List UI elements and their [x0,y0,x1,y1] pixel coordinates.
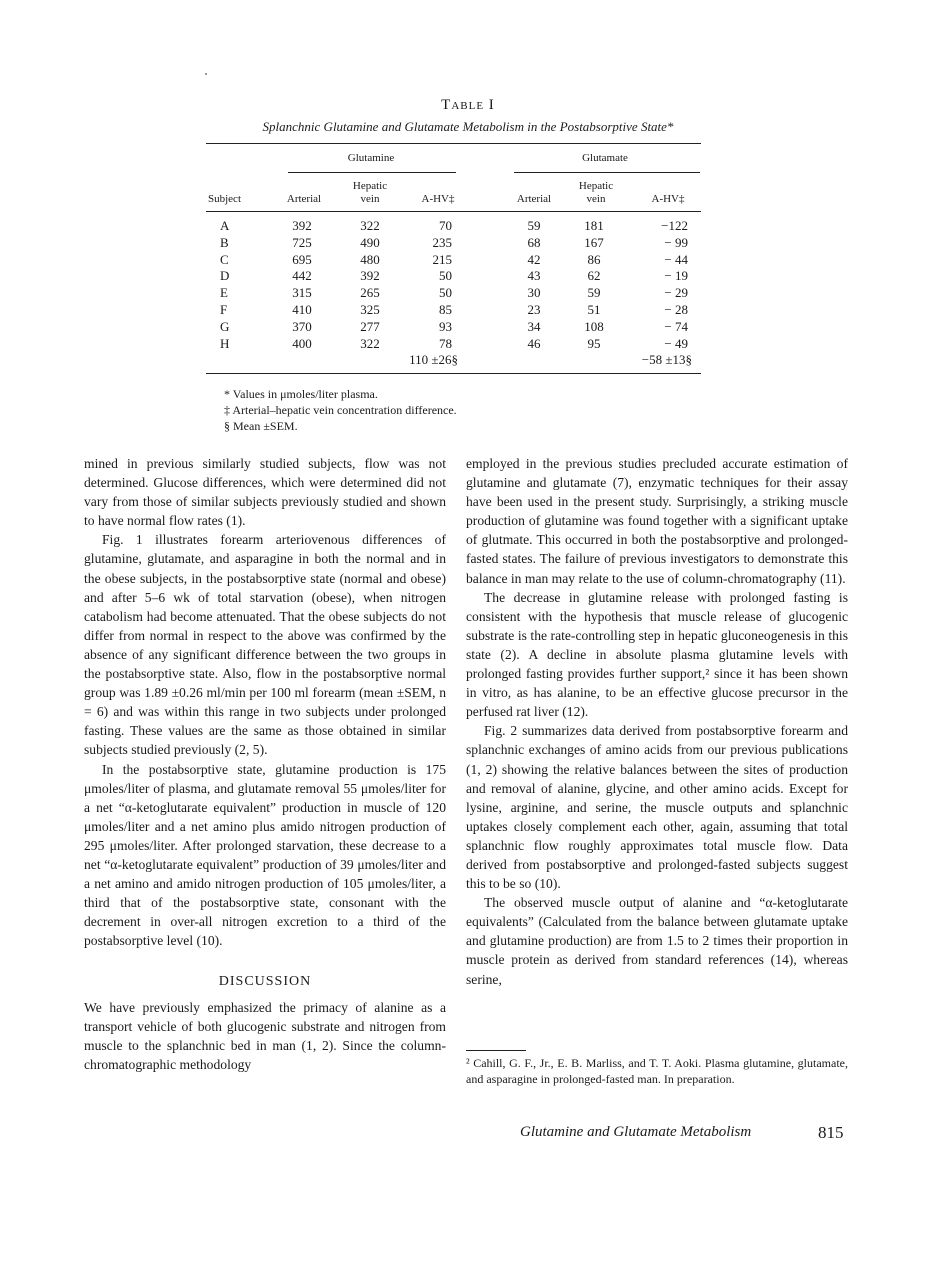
table-cell-gln-ahv: 93 [439,318,452,334]
table-cell-subject: B [220,234,229,250]
table-caption: Splanchnic Glutamine and Glutamate Metabolism in the Postabsorptive State* [262,119,674,134]
table-cell-gln-art: 725 [292,234,312,250]
table-cell-gln-hv: 392 [360,268,380,284]
table-cell-gln-art: 400 [292,335,312,351]
table-cell-gln-art: 695 [292,251,312,267]
header-gln-hepatic: Hepatic vein [352,180,388,205]
table-cell-gln-ahv: 215 [432,251,452,267]
paragraph: mined in previous similarly studied subjects, flow was not determined. Glucose differences, which were determined did not vary from those of similar subjects previously studied and shown to have normal flow rates (1). [84,456,446,529]
table-cell-subject: A [220,218,230,233]
table-cell-glu-art: 23 [527,302,541,317]
table-cell-gln-hv: 490 [360,234,380,250]
left-column [84,454,446,1074]
table-cell-gln-ahv: 70 [439,218,452,233]
table-footnote: § Mean ±SEM. [224,419,298,433]
table-cell-glu-ahv: − 29 [664,285,688,301]
table-cell-gln-ahv: 235 [432,234,452,250]
section-heading: DISCUSSION [218,974,312,990]
table-cell-gln-hv: 325 [360,302,380,317]
paragraph: Fig. 1 illustrates forearm arteriovenous differences of glutamine, glutamate, and asparagine in both the normal and in the obese subjects, in the postabsorptive state (normal and obese) and after 5–6 wk of total starvation (obese), when nitrogen catabolism had become attenuated. That the obese subjects do not differ from normal in respect to the above was confirmed by the absence of any significant difference between the two groups in the postabsorptive state. Also, flow in the postabsorptive normal group was 1.89 ±0.26 ml/min per 100 ml forearm (mean ±SEM, n = 6) and was within this range in two subjects under prolonged fasting. These values are the same as those obtained in similar subjects studied previously (2, 5). [84,532,446,758]
table-cell-gln-art: 410 [292,302,312,317]
page-number: 815 [818,1123,844,1142]
table-top-rule [206,143,701,144]
table-cell-gln-art: 442 [292,268,312,284]
header-glutamate: Glutamate [582,152,628,164]
header-glutamine: Glutamine [347,152,395,164]
table-cell-subject: E [220,285,228,301]
table-cell-gln-hv: 480 [360,251,380,267]
table-cell-glu-hv: 95 [587,335,601,351]
table-cell-gln-ahv: 78 [439,335,452,351]
table-cell-glu-hv: 108 [584,318,604,334]
paragraph: The observed muscle output of alanine and “α-ketoglutarate equivalents” (Calculated from the balance between glutamate uptake and glutamine production) are from 1.5 to 2 times their proportion in muscle protein as derived from standard references (14), whereas serine, [466,895,848,987]
page-footnote: ² Cahill, G. F., Jr., E. B. Marliss, and T. T. Aoki. Plasma glutamine, glutamate, and asparagine in prolonged-fasted man. In preparation. [466,1056,848,1086]
table-cell-glu-art: 42 [527,251,541,267]
table-cell-gln-art: 392 [292,218,312,233]
table-mean-glutamate: −58 ±13§ [641,352,692,368]
table-cell-glu-art: 34 [527,318,541,334]
header-gln-ahv: A-HV‡ [421,193,455,205]
glutamine-span-rule [288,172,456,173]
table-cell-gln-ahv: 85 [439,302,452,317]
table-cell-gln-hv: 322 [360,335,380,351]
paragraph: We have previously emphasized the primacy of alanine as a transport vehicle of both glucogenic substrate and nitrogen from muscle to the splanchnic bed in man (1, 2). Since the column-chromatographic methodology [84,999,446,1072]
table-cell-gln-art: 315 [292,285,312,301]
glutamate-span-rule [514,172,700,173]
header-glu-hepatic: Hepatic vein [578,180,614,205]
footnote-rule [466,1050,526,1051]
table-cell-glu-art: 46 [527,335,541,351]
table-title: Table I [441,97,495,113]
table-cell-gln-hv: 265 [360,285,380,301]
table-cell-glu-art: 59 [527,218,541,233]
table-cell-glu-hv: 86 [587,251,601,267]
table-cell-gln-ahv: 50 [439,285,452,301]
right-column [466,454,848,989]
table-mean-glutamine: 110 ±26§ [409,352,458,368]
paragraph: Fig. 2 summarizes data derived from postabsorptive forearm and splanchnic exchanges of amino acids from our previous publications (1, 2) showing the relative balances between the sites of production and removal of alanine, glycine, and other amino acids. Except for lysine, arginine, and serine, the muscle outputs and splanchnic uptakes closely complement each other, again, assuming that total splanchnic flow roughly approximates total muscle flow. Data derived from postabsorptive and prolonged-fasted subjects suggest this to be so (10). [466,723,848,892]
table-cell-glu-art: 68 [527,234,541,250]
table-bottom-rule [206,373,701,374]
table-cell-subject: G [220,318,230,334]
running-head: Glutamine and Glutamate Metabolism [520,1124,752,1140]
table-cell-glu-ahv: − 99 [664,234,688,250]
table-cell-subject: H [220,335,230,351]
paragraph: The decrease in glutamine release with prolonged fasting is consistent with the hypothesis that muscle release of glucogenic substrate is the rate-controlling step in hepatic gluconeogenesis in this state (2). A decline in absolute plasma glutamine levels with prolonged fasting provides further support,² since it has been shown in vitro, as has alanine, to be an effective glucose precursor in the perfused rat liver (12). [466,589,848,720]
table-cell-glu-ahv: − 74 [664,318,688,334]
header-glu-arterial: Arterial [516,193,552,205]
table-cell-glu-hv: 181 [584,218,604,233]
header-subject: Subject [208,193,241,205]
table-cell-glu-hv: 62 [587,268,601,284]
table-cell-subject: F [220,302,228,317]
table-cell-glu-ahv: − 49 [664,335,688,351]
table-cell-subject: C [220,251,229,267]
table-cell-gln-hv: 322 [360,218,380,233]
table-footnote: ‡ Arterial–hepatic vein concentration difference. [224,403,457,417]
table-cell-glu-ahv: − 44 [664,251,688,267]
table-cell-glu-ahv: − 19 [664,268,688,284]
header-glu-ahv: A-HV‡ [651,193,685,205]
paragraph: employed in the previous studies precluded accurate estimation of glutamine and glutamate (7), enzymatic techniques for their assay have been used in the present study. Surprisingly, a striking muscle production of glutamine was found together with a significant uptake of glutmate. This occurred in both the postabsorptive and prolonged-fasted states. The failure of previous investigators to demonstrate this balance in man may relate to the use of column-chromatography (11). [466,456,848,586]
table-cell-gln-ahv: 50 [439,268,452,284]
table-cell-glu-hv: 59 [587,285,601,301]
table-cell-gln-hv: 277 [360,318,380,334]
table-cell-glu-art: 30 [527,285,541,301]
table-cell-glu-ahv: −122 [661,218,688,233]
table-cell-subject: D [220,268,230,284]
paragraph: In the postabsorptive state, glutamine production is 175 μmoles/liter of plasma, and glutamate removal 55 μmoles/liter for a net “α-ketoglutarate equivalent” production in muscle of 120 μmoles/liter and a net amino plus amido nitrogen production of 295 μmoles/liter. After prolonged starvation, these decrease to a net “α-ketoglutarate equivalent” production of 39 μmoles/liter and a net amino and amido nitrogen production of 105 μmoles/liter, a third that of the postabsorptive state, consonant with the decrement in over-all nitrogen excretion to a third of the postabsorptive level (10). [84,761,446,949]
table-cell-gln-art: 370 [292,318,312,334]
table-cell-glu-art: 43 [527,268,541,284]
speck [205,73,207,75]
table-cell-glu-ahv: − 28 [664,302,688,317]
table-header-rule [206,211,701,212]
table-footnote: * Values in μmoles/liter plasma. [224,387,378,401]
header-gln-arterial: Arterial [286,193,322,205]
table-cell-glu-hv: 51 [587,302,601,317]
table-cell-glu-hv: 167 [584,234,604,250]
